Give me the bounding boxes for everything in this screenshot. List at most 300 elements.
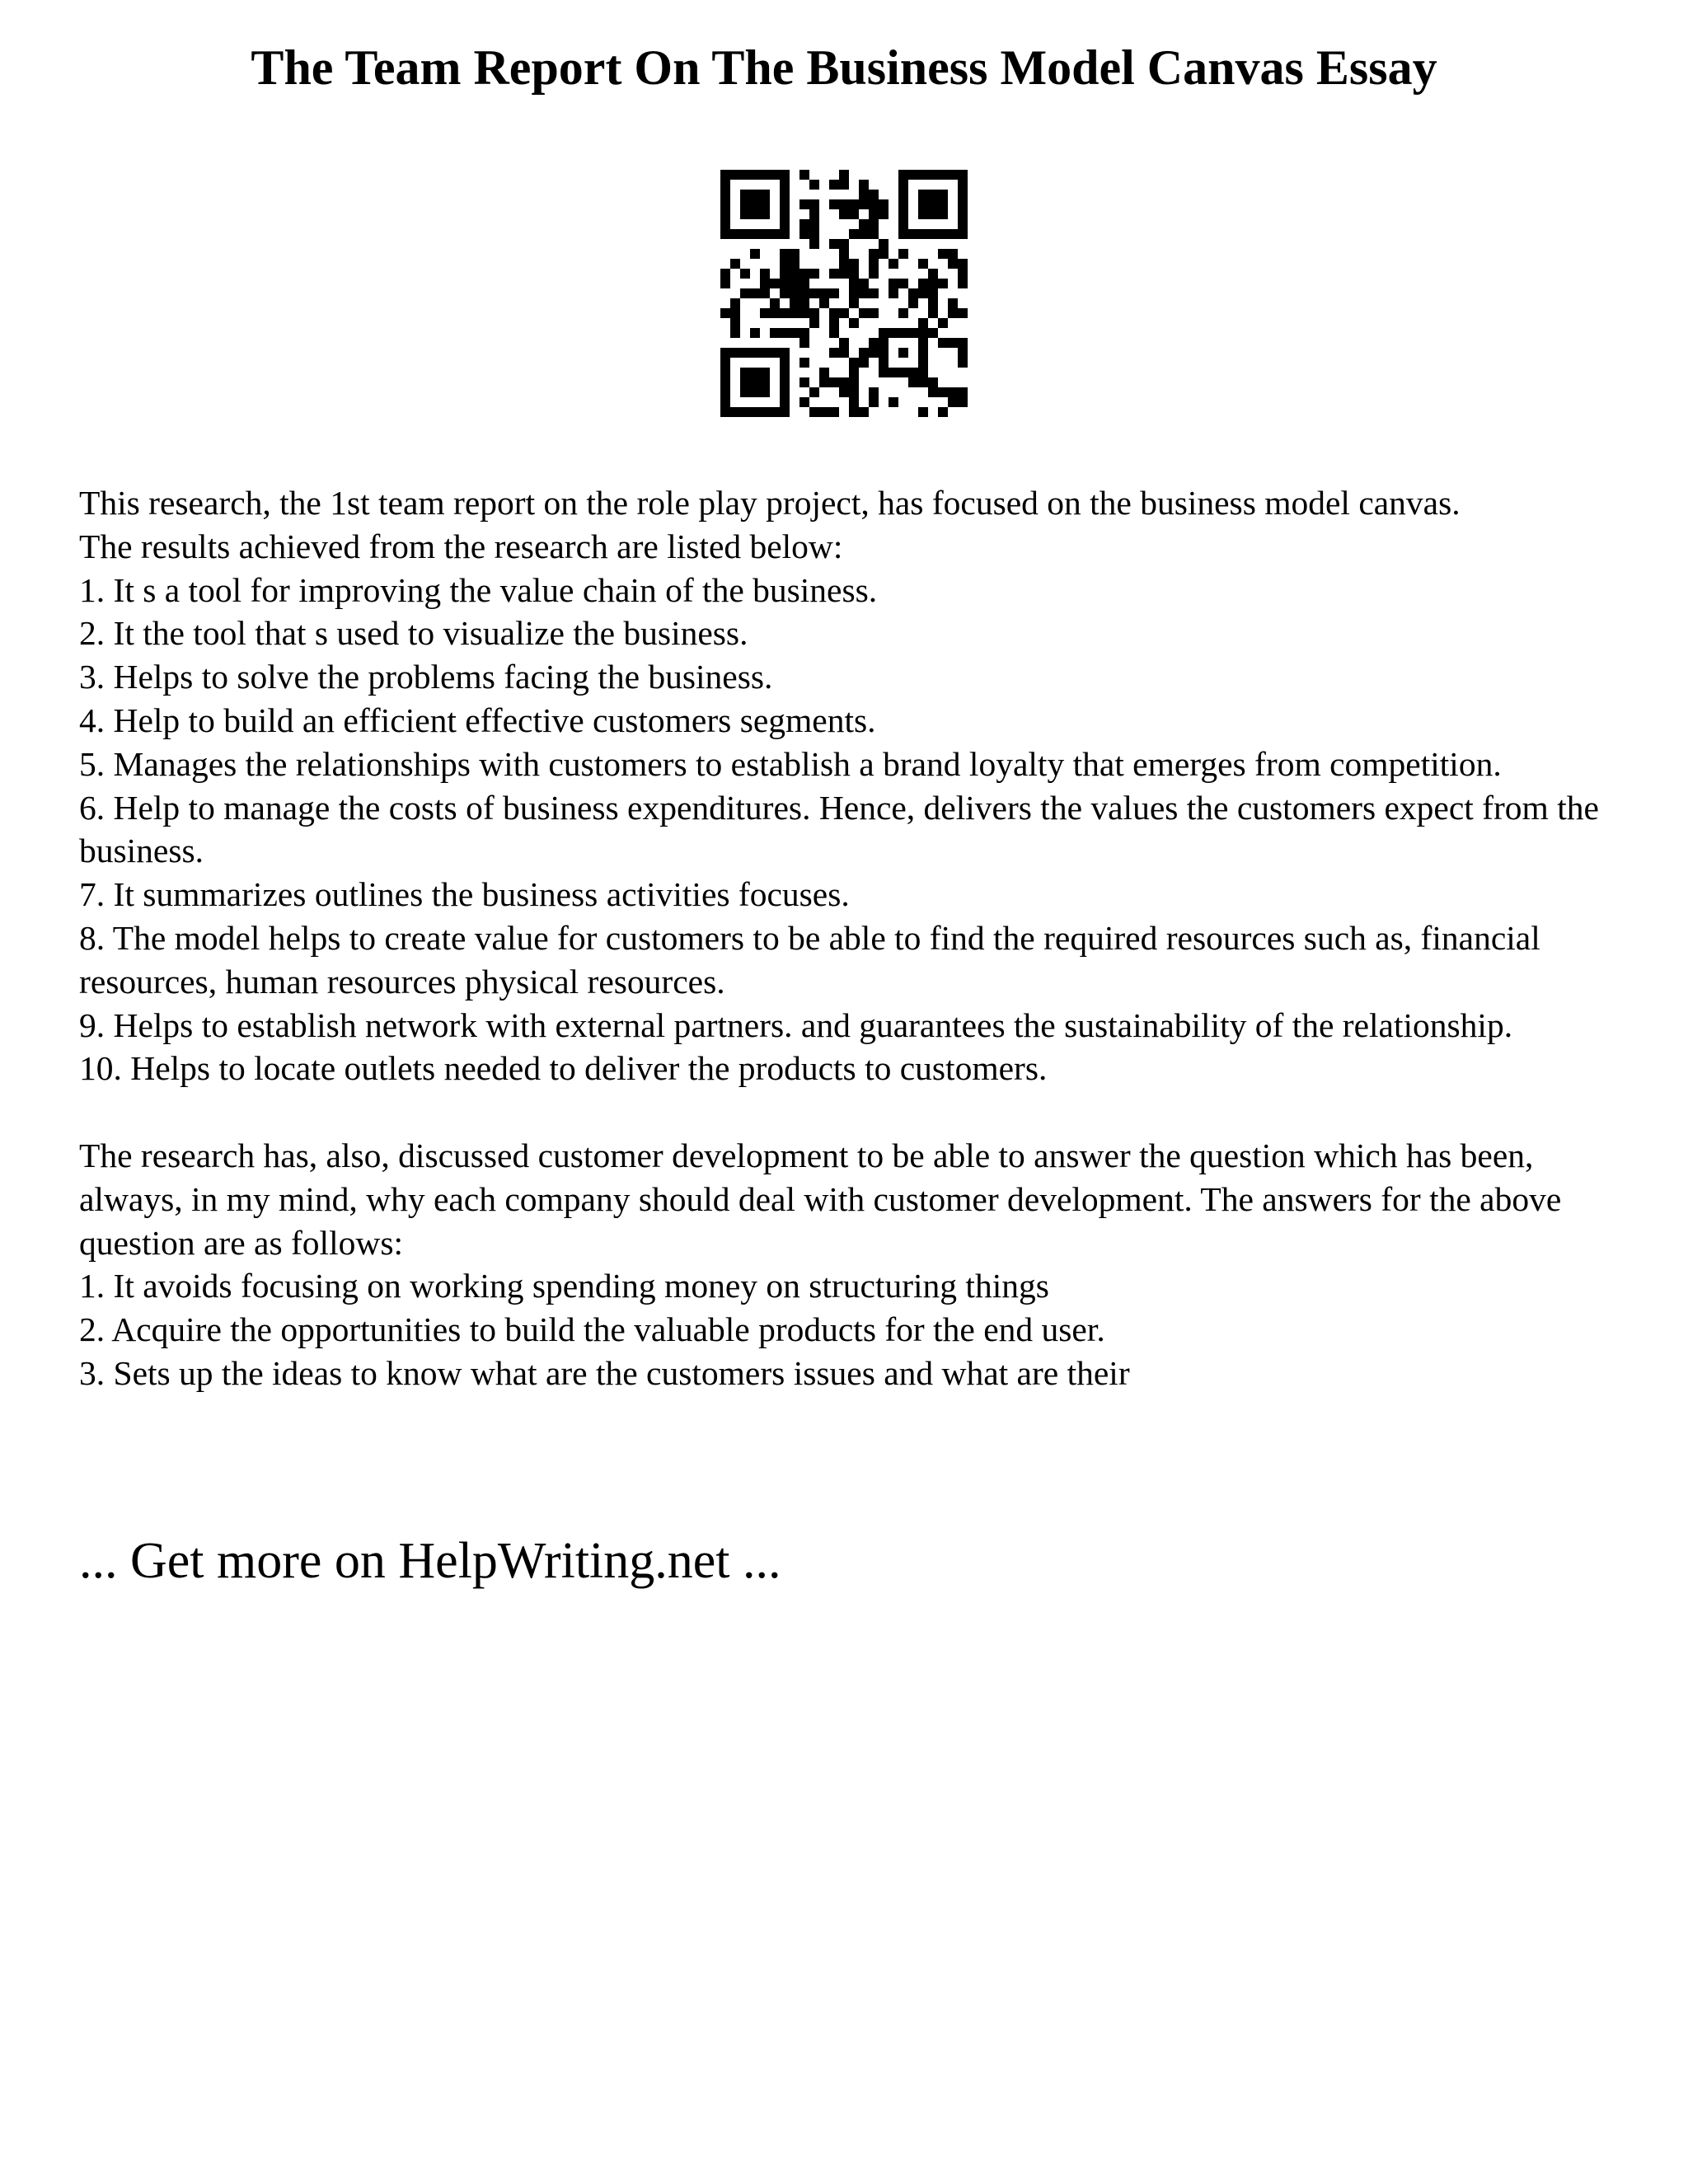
qr-module — [750, 368, 760, 377]
qr-module — [869, 219, 879, 229]
qr-module — [879, 209, 889, 219]
qr-module — [879, 199, 889, 209]
qr-module — [958, 397, 968, 407]
qr-module — [908, 229, 918, 239]
list-item: 9. Helps to establish network with external partners. and guarantees the sustainability of the relationship. — [79, 1005, 1513, 1044]
qr-module — [958, 348, 968, 358]
qr-module — [859, 199, 869, 209]
paragraph-2 — [79, 1134, 1629, 1395]
qr-module — [908, 170, 918, 180]
qr-module — [819, 377, 829, 387]
qr-module — [898, 170, 908, 180]
qr-module — [720, 269, 730, 279]
qr-module — [958, 229, 968, 239]
qr-module — [799, 279, 809, 288]
qr-module — [849, 288, 859, 298]
qr-module — [958, 387, 968, 397]
qr-module — [799, 298, 809, 308]
qr-module — [859, 348, 869, 358]
qr-module — [720, 170, 730, 180]
qr-module — [938, 190, 948, 199]
qr-module — [740, 199, 750, 209]
qr-module — [760, 407, 770, 417]
qr-module — [740, 269, 750, 279]
qr-module — [780, 308, 790, 318]
paragraph-1 — [79, 481, 1629, 1090]
qr-module — [918, 348, 928, 358]
qr-module — [918, 209, 928, 219]
qr-module — [938, 338, 948, 348]
qr-module — [809, 387, 819, 397]
qr-module — [849, 377, 859, 387]
qr-module — [879, 239, 889, 249]
qr-module — [918, 338, 928, 348]
qr-module — [799, 377, 809, 387]
qr-module — [780, 377, 790, 387]
qr-module — [918, 368, 928, 377]
qr-module — [720, 397, 730, 407]
list-item: 4. Help to build an efficient effective customers segments. — [79, 701, 876, 739]
qr-module — [918, 199, 928, 209]
qr-module — [799, 288, 809, 298]
qr-module — [889, 397, 898, 407]
qr-module — [948, 338, 958, 348]
qr-module — [898, 328, 908, 338]
qr-module — [799, 229, 809, 239]
qr-module — [799, 397, 809, 407]
qr-module — [730, 298, 740, 308]
qr-module — [869, 338, 879, 348]
qr-module — [750, 407, 760, 417]
qr-module — [760, 368, 770, 377]
qr-module — [730, 259, 740, 269]
qr-module — [879, 338, 889, 348]
qr-module — [958, 209, 968, 219]
qr-module — [839, 377, 849, 387]
qr-module — [760, 269, 770, 279]
qr-module — [908, 368, 918, 377]
qr-code-graphic — [720, 170, 968, 417]
qr-module — [958, 180, 968, 190]
qr-module — [849, 209, 859, 219]
qr-module — [720, 377, 730, 387]
qr-module — [780, 358, 790, 368]
qr-module — [799, 199, 809, 209]
list-item: 5. Manages the relationships with customers to establish a brand loyalty that emerges from competition. — [79, 744, 1502, 783]
qr-module — [889, 279, 898, 288]
qr-module — [730, 318, 740, 328]
qr-module — [869, 229, 879, 239]
qr-module — [839, 269, 849, 279]
list-item: 3. Sets up the ideas to know what are the customers issues and what are their — [79, 1353, 1130, 1392]
qr-module — [839, 387, 849, 397]
qr-module — [780, 407, 790, 417]
qr-module — [958, 190, 968, 199]
qr-module — [750, 190, 760, 199]
qr-module — [958, 338, 968, 348]
qr-module — [918, 259, 928, 269]
qr-module — [839, 308, 849, 318]
qr-module — [780, 279, 790, 288]
qr-module — [928, 377, 938, 387]
qr-module — [918, 279, 928, 288]
qr-module — [958, 308, 968, 318]
qr-module — [898, 180, 908, 190]
qr-module — [720, 358, 730, 368]
qr-module — [829, 199, 839, 209]
paragraph-1-intro-line-1: This research, the 1st team report on the role play project, has focused on the business model canvas. — [79, 484, 1461, 522]
qr-module — [879, 328, 889, 338]
qr-module — [908, 377, 918, 387]
qr-module — [760, 377, 770, 387]
qr-module — [750, 249, 760, 259]
qr-module — [829, 328, 839, 338]
qr-module — [720, 219, 730, 229]
qr-module — [780, 368, 790, 377]
qr-module — [859, 279, 869, 288]
qr-module — [928, 209, 938, 219]
qr-module — [918, 288, 928, 298]
qr-module — [938, 279, 948, 288]
qr-module — [740, 387, 750, 397]
qr-module — [799, 328, 809, 338]
qr-module — [780, 328, 790, 338]
qr-module — [750, 199, 760, 209]
qr-module — [859, 288, 869, 298]
qr-module — [898, 219, 908, 229]
qr-module — [720, 229, 730, 239]
qr-module — [859, 219, 869, 229]
qr-module — [730, 328, 740, 338]
qr-module — [889, 288, 898, 298]
list-item: 1. It avoids focusing on working spending money on structuring things — [79, 1267, 1049, 1305]
qr-module — [730, 308, 740, 318]
qr-module — [760, 209, 770, 219]
qr-module — [869, 288, 879, 298]
qr-module — [760, 348, 770, 358]
qr-module — [889, 259, 898, 269]
qr-module — [948, 170, 958, 180]
qr-module — [780, 259, 790, 269]
qr-module — [760, 387, 770, 397]
qr-module — [918, 229, 928, 239]
qr-module — [869, 397, 879, 407]
qr-module — [780, 288, 790, 298]
qr-module — [839, 338, 849, 348]
qr-module — [780, 190, 790, 199]
qr-module — [750, 288, 760, 298]
qr-module — [849, 368, 859, 377]
paragraph-1-intro-line-2: The results achieved from the research are listed below: — [79, 527, 843, 565]
qr-code — [720, 170, 968, 417]
qr-module — [760, 199, 770, 209]
qr-module — [879, 249, 889, 259]
qr-module — [879, 368, 889, 377]
qr-module — [790, 279, 799, 288]
qr-module — [948, 397, 958, 407]
qr-module — [928, 269, 938, 279]
qr-module — [720, 348, 730, 358]
list-item: 2. Acquire the opportunities to build the valuable products for the end user. — [79, 1310, 1105, 1349]
list-item: 10. Helps to locate outlets needed to deliver the products to customers. — [79, 1049, 1048, 1088]
qr-module — [918, 318, 928, 328]
qr-module — [928, 288, 938, 298]
qr-module — [790, 249, 799, 259]
qr-module — [948, 229, 958, 239]
qr-module — [799, 338, 809, 348]
qr-module — [928, 328, 938, 338]
qr-module — [750, 170, 760, 180]
qr-module — [928, 279, 938, 288]
qr-module — [740, 209, 750, 219]
qr-module — [948, 298, 958, 308]
qr-module — [740, 190, 750, 199]
qr-module — [869, 269, 879, 279]
qr-module — [928, 199, 938, 209]
qr-module — [938, 170, 948, 180]
qr-module — [829, 377, 839, 387]
qr-module — [780, 397, 790, 407]
qr-module — [898, 209, 908, 219]
qr-module — [760, 279, 770, 288]
qr-module — [720, 308, 730, 318]
list-item: 1. It s a tool for improving the value chain of the business. — [79, 570, 878, 609]
qr-module — [849, 298, 859, 308]
qr-module — [859, 407, 869, 417]
qr-module — [819, 407, 829, 417]
qr-module — [839, 239, 849, 249]
list-item: 6. Help to manage the costs of business expenditures. Hence, delivers the values the customers expect from the business. — [79, 788, 1599, 870]
qr-module — [790, 288, 799, 298]
qr-module — [928, 298, 938, 308]
qr-module — [829, 180, 839, 190]
qr-module — [760, 190, 770, 199]
qr-module — [750, 348, 760, 358]
qr-module — [790, 269, 799, 279]
qr-module — [859, 229, 869, 239]
qr-module — [809, 219, 819, 229]
qr-module — [869, 199, 879, 209]
qr-module — [740, 407, 750, 417]
qr-module — [938, 318, 948, 328]
qr-module — [760, 308, 770, 318]
qr-module — [849, 387, 859, 397]
qr-module — [750, 229, 760, 239]
qr-module — [958, 358, 968, 368]
qr-module — [730, 348, 740, 358]
qr-module — [829, 239, 839, 249]
qr-module — [839, 170, 849, 180]
qr-module — [780, 219, 790, 229]
qr-module — [918, 377, 928, 387]
qr-module — [740, 170, 750, 180]
qr-module — [740, 229, 750, 239]
qr-module — [869, 259, 879, 269]
qr-module — [948, 249, 958, 259]
qr-module — [849, 358, 859, 368]
qr-module — [898, 249, 908, 259]
qr-module — [799, 308, 809, 318]
qr-module — [760, 229, 770, 239]
qr-module — [799, 219, 809, 229]
qr-module — [849, 279, 859, 288]
get-more-link[interactable]: ... Get more on HelpWriting.net ... — [79, 1533, 781, 1589]
qr-module — [720, 190, 730, 199]
qr-module — [958, 259, 968, 269]
qr-module — [918, 328, 928, 338]
qr-module — [829, 348, 839, 358]
qr-module — [819, 368, 829, 377]
qr-module — [839, 249, 849, 259]
qr-module — [859, 190, 869, 199]
qr-module — [720, 387, 730, 397]
qr-module — [740, 368, 750, 377]
qr-module — [958, 269, 968, 279]
qr-module — [898, 279, 908, 288]
qr-module — [809, 180, 819, 190]
qr-module — [760, 288, 770, 298]
qr-module — [750, 377, 760, 387]
qr-module — [730, 407, 740, 417]
qr-module — [948, 308, 958, 318]
qr-module — [908, 298, 918, 308]
qr-module — [829, 318, 839, 328]
qr-module — [958, 219, 968, 229]
qr-module — [770, 308, 780, 318]
qr-module — [839, 199, 849, 209]
qr-module — [780, 249, 790, 259]
paragraph-gap — [79, 1090, 1629, 1134]
qr-module — [770, 170, 780, 180]
qr-module — [760, 170, 770, 180]
qr-module — [849, 318, 859, 328]
list-item: 7. It summarizes outlines the business activities focuses. — [79, 875, 850, 914]
qr-module — [809, 288, 819, 298]
qr-module — [829, 308, 839, 318]
qr-module — [928, 170, 938, 180]
list-item: 3. Helps to solve the problems facing the business. — [79, 658, 773, 696]
qr-module — [720, 407, 730, 417]
qr-module — [849, 269, 859, 279]
qr-module — [889, 328, 898, 338]
qr-module — [928, 308, 938, 318]
qr-module — [770, 229, 780, 239]
qr-module — [869, 308, 879, 318]
qr-module — [938, 387, 948, 397]
qr-module — [740, 288, 750, 298]
qr-module — [809, 239, 819, 249]
list-item: 2. It the tool that s used to visualize the business. — [79, 614, 748, 653]
document-title: The Team Report On The Business Model Canvas Essay — [251, 40, 1437, 95]
qr-module — [879, 358, 889, 368]
qr-module — [849, 259, 859, 269]
qr-module — [849, 397, 859, 407]
qr-module — [720, 199, 730, 209]
qr-module — [799, 269, 809, 279]
qr-module — [938, 229, 948, 239]
qr-module — [898, 308, 908, 318]
qr-module — [898, 368, 908, 377]
qr-module — [720, 209, 730, 219]
qr-module — [780, 199, 790, 209]
qr-module — [898, 190, 908, 199]
qr-module — [869, 387, 879, 397]
qr-module — [720, 180, 730, 190]
qr-module — [780, 170, 790, 180]
qr-module — [750, 328, 760, 338]
document-body — [79, 481, 1629, 1395]
qr-module — [938, 249, 948, 259]
qr-module — [918, 407, 928, 417]
qr-module — [750, 209, 760, 219]
qr-module — [889, 368, 898, 377]
qr-module — [740, 377, 750, 387]
qr-module — [958, 199, 968, 209]
qr-module — [730, 229, 740, 239]
qr-module — [819, 288, 829, 298]
qr-module — [839, 209, 849, 219]
qr-module — [829, 288, 839, 298]
qr-module — [908, 288, 918, 298]
qr-module — [849, 199, 859, 209]
qr-module — [770, 298, 780, 308]
qr-module — [809, 318, 819, 328]
qr-module — [958, 279, 968, 288]
qr-module — [799, 170, 809, 180]
qr-module — [809, 407, 819, 417]
qr-module — [839, 259, 849, 269]
qr-module — [790, 308, 799, 318]
qr-module — [839, 180, 849, 190]
qr-module — [730, 170, 740, 180]
qr-module — [770, 407, 780, 417]
qr-module — [829, 407, 839, 417]
qr-module — [770, 279, 780, 288]
qr-module — [908, 328, 918, 338]
qr-module — [780, 229, 790, 239]
qr-module — [928, 229, 938, 239]
qr-module — [809, 209, 819, 219]
qr-module — [780, 209, 790, 219]
qr-module — [859, 308, 869, 318]
qr-module — [898, 229, 908, 239]
qr-module — [770, 328, 780, 338]
qr-module — [809, 308, 819, 318]
qr-module — [938, 209, 948, 219]
qr-module — [898, 199, 908, 209]
qr-module — [938, 407, 948, 417]
qr-module — [839, 348, 849, 358]
qr-module — [859, 180, 869, 190]
qr-module — [809, 269, 819, 279]
qr-module — [809, 229, 819, 239]
qr-module — [780, 180, 790, 190]
qr-module — [740, 348, 750, 358]
qr-module — [869, 249, 879, 259]
qr-module — [780, 387, 790, 397]
qr-module — [918, 190, 928, 199]
qr-module — [750, 387, 760, 397]
qr-module — [918, 358, 928, 368]
qr-module — [938, 199, 948, 209]
qr-module — [948, 259, 958, 269]
qr-module — [948, 387, 958, 397]
qr-module — [928, 190, 938, 199]
qr-module — [829, 269, 839, 279]
qr-module — [869, 190, 879, 199]
qr-module — [809, 199, 819, 209]
qr-module — [898, 348, 908, 358]
